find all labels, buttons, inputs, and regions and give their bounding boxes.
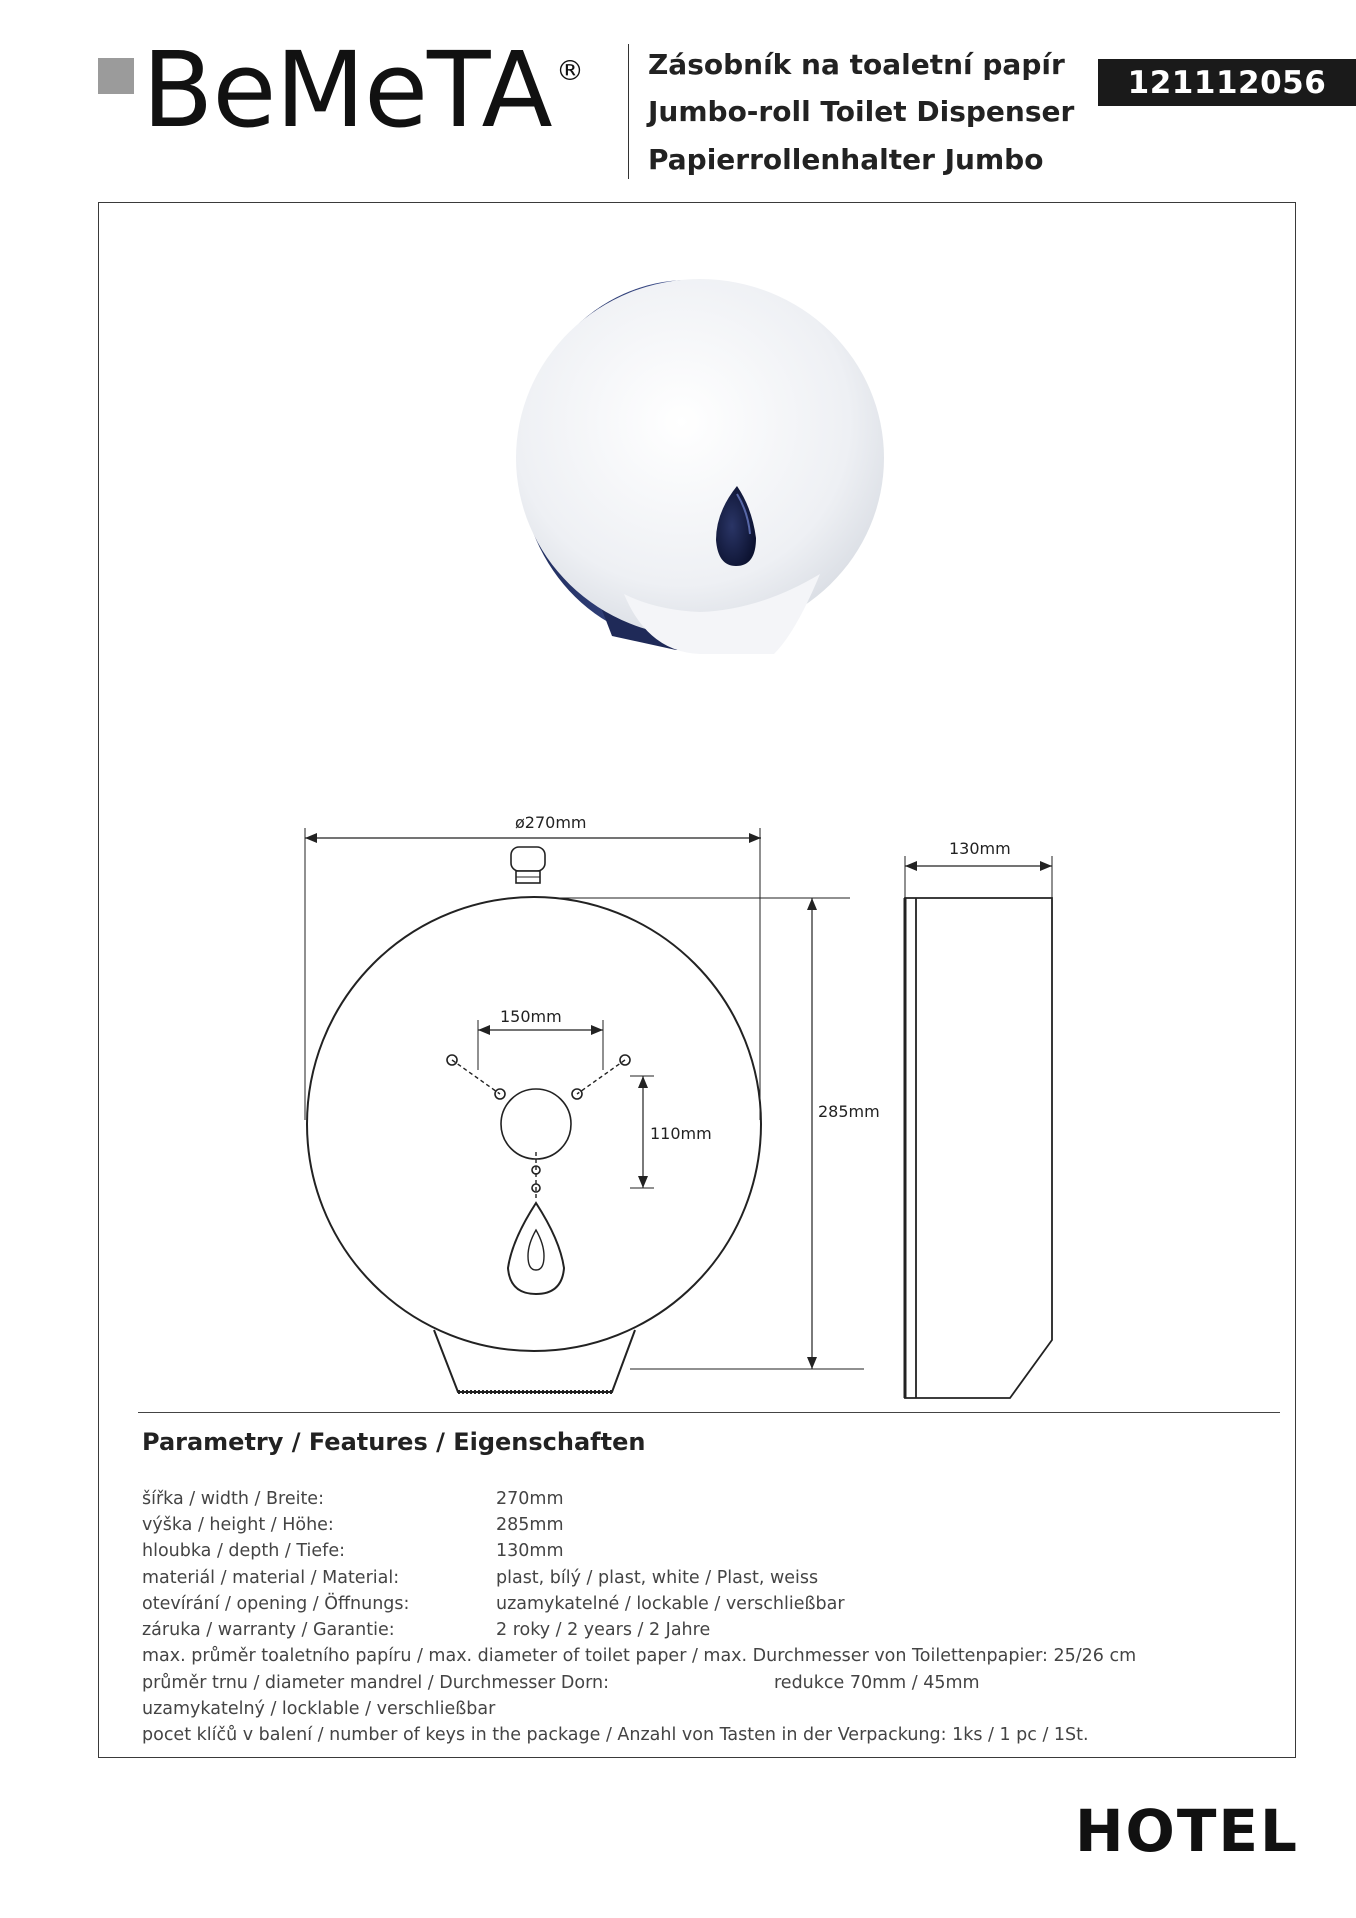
- product-code: 121112056: [1098, 59, 1356, 106]
- features-title: Parametry / Features / Eigenschaften: [142, 1428, 646, 1456]
- product-photo: [516, 279, 884, 654]
- depth-label: 130mm: [949, 839, 1011, 858]
- spec-keys: pocet klíčů v balení / number of keys in the package / Anzahl von Tasten in der Verpackung: 1ks / 1 pc / 1St.: [142, 1725, 1089, 1745]
- brand-logo: BeMeTA: [142, 29, 552, 151]
- spec-paper-diameter: max. průměr toaletního papíru / max. diameter of toilet paper / max. Durchmesser von Toilettenpapier: 25/26 cm: [142, 1646, 1137, 1666]
- height-label: 285mm: [818, 1102, 880, 1121]
- spec-lockable: uzamykatelný / locklable / verschließbar: [142, 1699, 496, 1719]
- diameter-label: ø270mm: [515, 813, 587, 832]
- spec-label-height: výška / height / Höhe:: [142, 1515, 334, 1535]
- spec-label-opening: otevírání / opening / Öffnungs:: [142, 1594, 410, 1614]
- spec-label-depth: hloubka / depth / Tiefe:: [142, 1541, 345, 1561]
- title-english: Jumbo-roll Toilet Dispenser: [648, 95, 1075, 128]
- mount-height-label: 110mm: [650, 1124, 712, 1143]
- spec-value-depth: 130mm: [496, 1541, 564, 1561]
- category-label: HOTEL: [1075, 1797, 1299, 1865]
- spec-value-width: 270mm: [496, 1489, 564, 1509]
- spec-label-material: materiál / material / Material:: [142, 1568, 400, 1588]
- spec-label-mandrel: průměr trnu / diameter mandrel / Durchmesser Dorn:: [142, 1673, 609, 1693]
- front-view-drawing: [305, 828, 864, 1392]
- section-divider: [138, 1412, 1280, 1413]
- spec-value-height: 285mm: [496, 1515, 564, 1535]
- title-german: Papierrollenhalter Jumbo: [648, 143, 1044, 176]
- side-view-drawing: [905, 856, 1052, 1398]
- spec-value-opening: uzamykatelné / lockable / verschließbar: [496, 1594, 845, 1614]
- spec-label-width: šířka / width / Breite:: [142, 1489, 324, 1509]
- mount-width-label: 150mm: [500, 1007, 562, 1026]
- spec-value-warranty: 2 roky / 2 years / 2 Jahre: [496, 1620, 711, 1640]
- spec-label-warranty: záruka / warranty / Garantie:: [142, 1620, 395, 1640]
- registered-mark: ®: [556, 54, 584, 87]
- title-czech: Zásobník na toaletní papír: [648, 48, 1065, 81]
- spec-value-mandrel: redukce 70mm / 45mm: [774, 1673, 980, 1693]
- spec-value-material: plast, bílý / plast, white / Plast, weiss: [496, 1568, 819, 1588]
